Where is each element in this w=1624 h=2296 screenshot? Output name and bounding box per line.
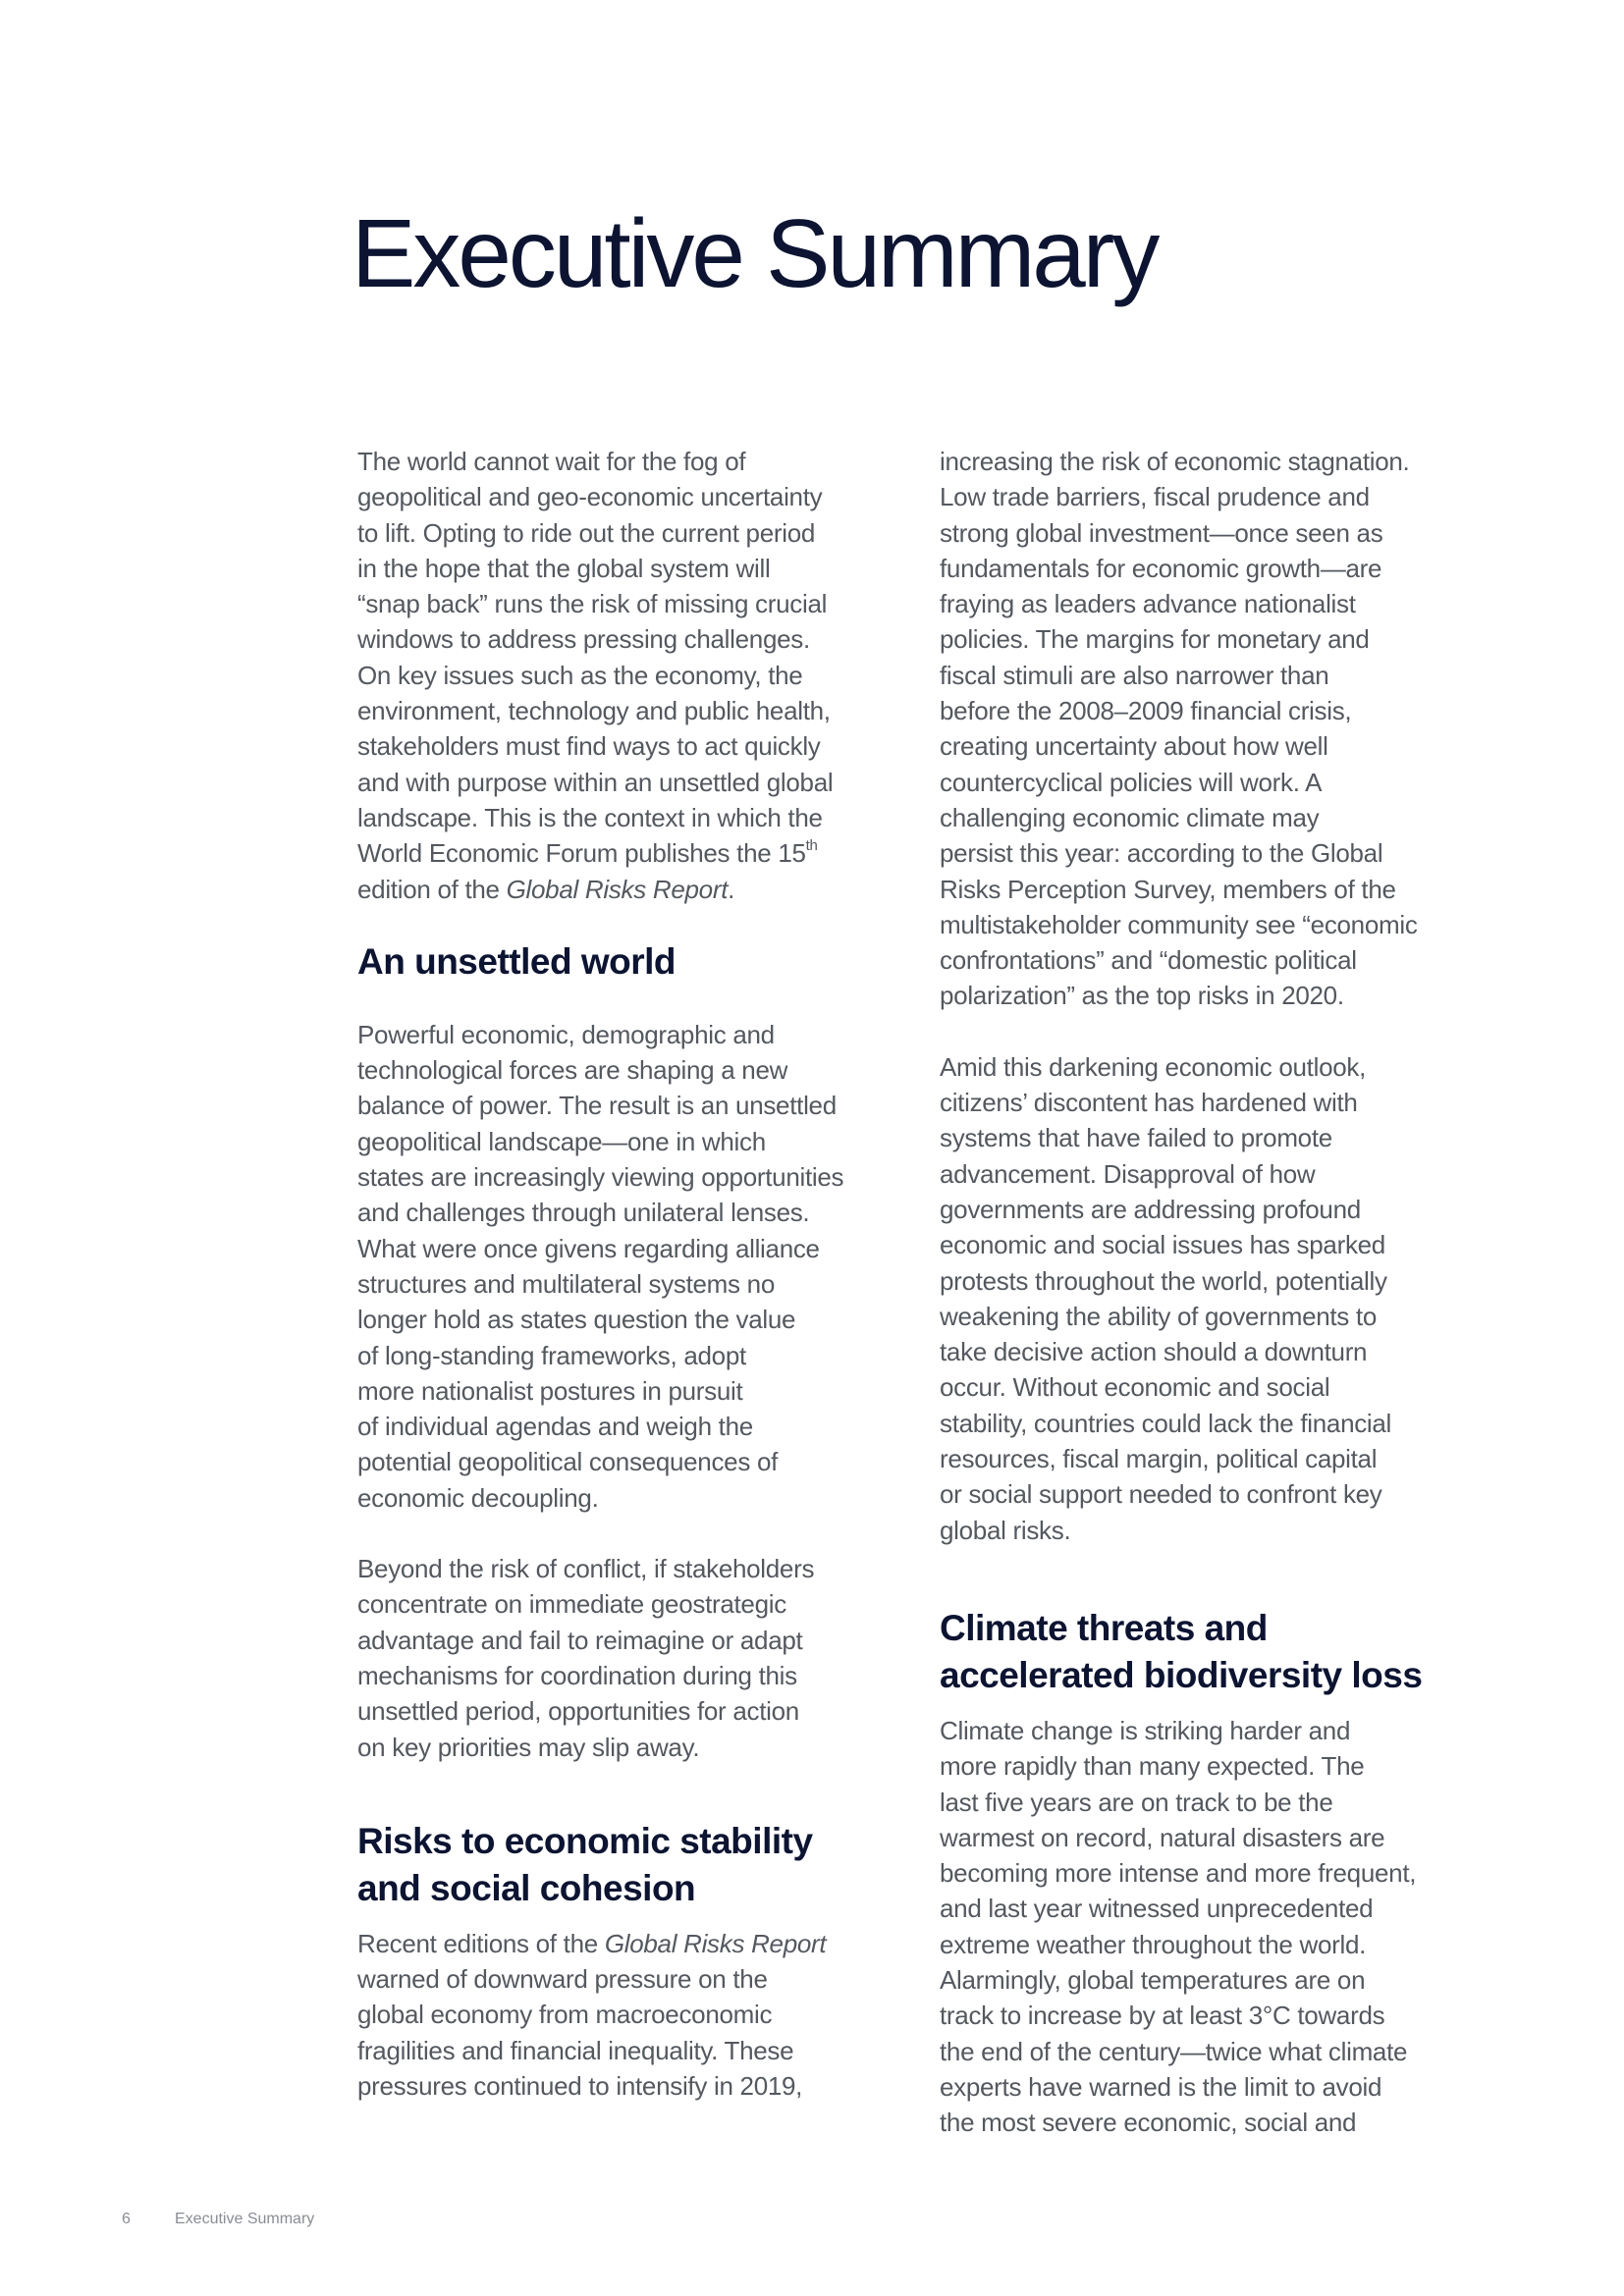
text-line: fiscal stimuli are also narrower than (940, 660, 1329, 690)
right-column (940, 444, 1509, 2140)
text-line: global risks. (940, 1515, 1071, 1545)
text-line: On key issues such as the economy, the (357, 660, 803, 690)
heading-line: accelerated biodiversity loss (940, 1654, 1423, 1695)
text-line: persist this year: according to the Global (940, 838, 1383, 869)
text-line: or social support needed to confront key (940, 1479, 1382, 1510)
text-line: protests throughout the world, potentially (940, 1265, 1387, 1296)
text-line: Powerful economic, demographic and (357, 1019, 775, 1049)
text-line: and last year witnessed unprecedented (940, 1894, 1374, 1924)
text-line: of individual agendas and weigh the (357, 1412, 753, 1442)
section-heading-economic-stability (357, 1818, 907, 1912)
text-line: challenging economic climate may (940, 802, 1320, 832)
text-line: unsettled period, opportunities for action (357, 1696, 799, 1727)
text-line: strong global investment—once seen as (940, 517, 1383, 548)
text-line: track to increase by at least 3°C towards (940, 2001, 1385, 2031)
text-line: landscape. This is the context in which the (357, 802, 823, 832)
text-line: warmest on record, natural disasters are (940, 1822, 1385, 1852)
text-line: The world cannot wait for the fog of (357, 447, 746, 476)
text-line: to lift. Opting to ride out the current period (357, 517, 816, 548)
text-line: governments are addressing profound (940, 1194, 1361, 1224)
text-line: confrontations” and “domestic political (940, 945, 1357, 976)
text-line: Risks Perception Survey, members of the (940, 874, 1396, 904)
report-title-italic: Global Risks Report (506, 874, 729, 904)
text-line: advantage and fail to reimagine or adapt (357, 1625, 803, 1655)
text-line: multistakeholder community see “economic (940, 909, 1418, 939)
text-line: windows to address pressing challenges. (357, 624, 810, 655)
unsettled-world-paragraph (357, 1017, 907, 1516)
text-line: becoming more intense and more frequent, (940, 1858, 1417, 1889)
text-fragment: . (728, 874, 735, 904)
text-fragment: World Economic Forum publishes the 15 (357, 838, 806, 869)
text-line: take decisive action should a downturn (940, 1337, 1368, 1367)
text-line: more rapidly than many expected. The (940, 1751, 1365, 1782)
text-line: pressures continued to intensify in 2019, (357, 2070, 803, 2101)
text-line: stability, countries could lack the financial (940, 1408, 1392, 1438)
text-line: Beyond the risk of conflict, if stakeholders (357, 1554, 815, 1584)
text-line: Alarmingly, global temperatures are on (940, 1964, 1366, 1995)
text-line: citizens’ discontent has hardened with (940, 1088, 1358, 1118)
text-line: resources, fiscal margin, political capital (940, 1444, 1378, 1474)
text-line: and challenges through unilateral lenses. (357, 1198, 810, 1228)
text-line: policies. The margins for monetary and (940, 624, 1370, 655)
text-line: occur. Without economic and social (940, 1372, 1330, 1403)
footer-section-label: Executive Summary (175, 2211, 315, 2227)
text-line: before the 2008–2009 financial crisis, (940, 696, 1352, 726)
text-line (357, 835, 907, 871)
text-line: last five years are on track to be the (940, 1787, 1333, 1817)
report-title-italic: Global Risks Report (604, 1928, 827, 1958)
text-line: weakening the ability of governments to (940, 1301, 1378, 1331)
text-line: the most severe economic, social and (940, 2108, 1357, 2138)
superscript: th (805, 837, 818, 855)
text-line: Amid this darkening economic outlook, (940, 1051, 1367, 1082)
text-line: on key priorities may slip away. (357, 1732, 700, 1762)
text-line: stakeholders must find ways to act quickly (357, 731, 821, 762)
text-line: of long-standing frameworks, adopt (357, 1340, 746, 1370)
text-line: geopolitical landscape—one in which (357, 1126, 766, 1156)
discontent-paragraph (940, 1049, 1509, 1548)
conflict-paragraph (357, 1551, 907, 1765)
text-line: concentrate on immediate geostrategic (357, 1589, 786, 1620)
text-line: environment, technology and public health, (357, 696, 831, 726)
text-line: mechanisms for coordination during this (357, 1660, 797, 1690)
text-line: fundamentals for economic growth—are (940, 553, 1382, 583)
section-heading-unsettled-world: An unsettled world (357, 940, 676, 982)
text-line: global economy from macroeconomic (357, 2000, 773, 2030)
left-column (357, 444, 907, 2104)
text-line: the end of the century—twice what climate (940, 2036, 1408, 2066)
text-line: fraying as leaders advance nationalist (940, 589, 1356, 619)
heading-line: Climate threats and (940, 1607, 1268, 1648)
text-line: economic decoupling. (357, 1482, 599, 1513)
intro-paragraph (357, 444, 907, 907)
text-line: Low trade barriers, fiscal prudence and (940, 482, 1370, 512)
text-line: and with purpose within an unsettled global (357, 767, 834, 797)
text-line: advancement. Disapproval of how (940, 1158, 1316, 1189)
text-line: fragilities and financial inequality. These (357, 2035, 794, 2065)
text-line: states are increasingly viewing opportunities (357, 1162, 844, 1193)
stagnation-paragraph (940, 444, 1509, 1014)
climate-paragraph (940, 1713, 1509, 2141)
text-fragment: Recent editions of the (357, 1928, 605, 1958)
heading-line: and social cohesion (357, 1867, 696, 1908)
text-line: What were once givens regarding alliance (357, 1233, 820, 1263)
page-number: 6 (122, 2211, 131, 2227)
text-line: systems that have failed to promote (940, 1123, 1332, 1153)
text-line (357, 872, 907, 907)
text-line (357, 1926, 907, 1961)
text-line: creating uncertainty about how well (940, 731, 1328, 762)
text-line: in the hope that the global system will (357, 553, 771, 583)
text-line: countercyclical policies will work. A (940, 767, 1323, 797)
text-line: extreme weather throughout the world. (940, 1929, 1367, 1959)
text-line: experts have warned is the limit to avoid (940, 2071, 1382, 2102)
page-title: Executive Summary (352, 199, 1158, 307)
text-line: “snap back” runs the risk of missing crucial (357, 589, 828, 619)
section-heading-climate-threats (940, 1605, 1509, 1699)
text-line: more nationalist postures in pursuit (357, 1375, 743, 1406)
economic-stability-paragraph (357, 1926, 907, 2104)
text-line: economic and social issues has sparked (940, 1230, 1385, 1260)
text-fragment: edition of the (357, 874, 507, 904)
text-line: longer hold as states question the value (357, 1305, 796, 1335)
text-line: Climate change is striking harder and (940, 1715, 1351, 1745)
text-line: potential geopolitical consequences of (357, 1447, 779, 1477)
text-line: geopolitical and geo-economic uncertainty (357, 482, 823, 512)
text-line: warned of downward pressure on the (357, 1964, 768, 1995)
text-line: increasing the risk of economic stagnation. (940, 447, 1410, 476)
text-line: balance of power. The result is an unsettled (357, 1091, 837, 1121)
text-line: structures and multilateral systems no (357, 1268, 775, 1299)
text-line: technological forces are shaping a new (357, 1055, 788, 1086)
heading-line: Risks to economic stability (357, 1820, 813, 1861)
text-line: polarization” as the top risks in 2020. (940, 981, 1344, 1011)
